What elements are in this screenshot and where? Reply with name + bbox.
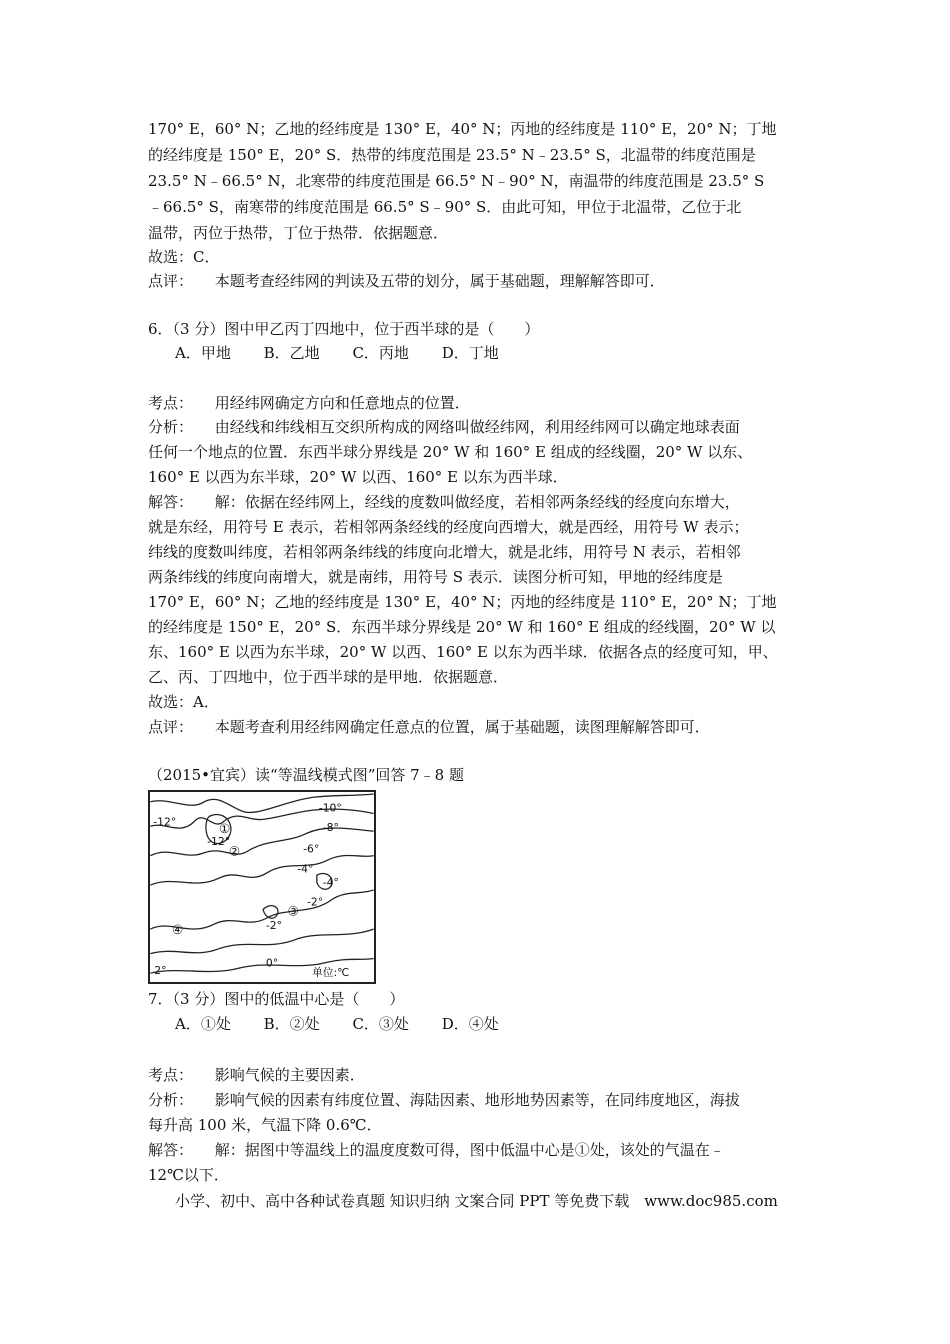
marker-2: ② [228, 844, 241, 860]
isotherm-map [148, 790, 376, 984]
map-label: -6° [303, 842, 320, 856]
option-a: A．甲地 [175, 344, 231, 362]
text-line: 的经纬度是 150° E，20° S．东西半球分界线是 20° W 和 160° E 组成的经线圈，20° W 以 [148, 618, 776, 636]
text-line: 170° E，60° N；乙地的经纬度是 130° E，40° N；丙地的经纬度是 110° E，20° N；丁地 [148, 593, 777, 611]
text-line: 乙、丙、丁四地中，位于西半球的是甲地．依据题意． [148, 668, 509, 686]
kaodian-label: 考点： [148, 1066, 194, 1084]
marker-4: ④ [171, 923, 184, 939]
review-label: 点评： [148, 718, 194, 736]
question-6: 6．（3 分）图中甲乙丙丁四地中，位于西半球的是（ ） [148, 320, 540, 338]
jieda-label: 解答： [148, 1141, 194, 1159]
map-label: -10° [318, 801, 342, 815]
question-7: 7．（3 分）图中的低温中心是（ ） [148, 990, 405, 1008]
marker-1: ① [218, 822, 231, 838]
text-line: ﹣66.5° S，南寒带的纬度范围是 66.5° S﹣90° S．由此可知，甲位于北温带，乙位于北 [148, 198, 742, 216]
text-line: 就是东经，用符号 E 表示，若相邻两条经线的经度向西增大，就是西经，用符号 W 表示； [148, 518, 749, 536]
jieda-text: 解：据图中等温线上的温度度数可得，图中低温中心是①处，该处的气温在﹣ [214, 1141, 725, 1159]
map-label: -12° [207, 834, 231, 848]
review-line [148, 270, 665, 292]
fenxi-label: 分析： [148, 418, 194, 436]
map-label: -8° [322, 821, 339, 835]
fenxi-line [148, 1089, 740, 1111]
review-text: 本题考查经纬网的判读及五带的划分，属于基础题，理解解答即可． [214, 272, 665, 290]
section-intro: （2015•宜宾）读“等温线模式图”回答 7﹣8 题 [148, 766, 464, 784]
option-d: D．丁地 [441, 344, 499, 362]
text-line: 170° E，60° N；乙地的经纬度是 130° E，40° N；丙地的经纬度是 110° E，20° N；丁地 [148, 120, 777, 138]
answer-line: 故选：A． [148, 693, 219, 711]
option-a: A．①处 [175, 1015, 231, 1033]
map-label: -12° [153, 815, 177, 829]
text-line: 每升高 100 米，气温下降 0.6℃． [148, 1116, 382, 1134]
jieda-line [148, 1139, 725, 1161]
text-line: 两条纬线的纬度向南增大，就是南纬，用符号 S 表示．读图分析可知，甲地的经纬度是 [148, 568, 723, 586]
fenxi-text: 影响气候的因素有纬度位置、海陆因素、地形地势因素等，在同纬度地区，海拔 [214, 1091, 740, 1109]
fenxi-line [148, 416, 740, 438]
option-d: D．④处 [441, 1015, 499, 1033]
text-line: 12℃以下． [148, 1166, 229, 1184]
option-b: B．乙地 [263, 344, 320, 362]
option-b: B．②处 [263, 1015, 320, 1033]
answer-line: 故选：C． [148, 248, 220, 266]
kaodian-text: 影响气候的主要因素． [214, 1066, 365, 1084]
review-line [148, 716, 710, 738]
text-line: 任何一个地点的位置．东西半球分界线是 20° W 和 160° E 组成的经线圈，20° W 以东、 [148, 443, 753, 461]
fenxi-label: 分析： [148, 1091, 194, 1109]
jieda-text: 解：依据在经纬网上，经线的度数叫做经度，若相邻两条经线的经度向东增大， [214, 493, 740, 511]
page-footer: 小学、初中、高中各种试卷真题 知识归纳 文案合同 PPT 等免费下载 www.doc985.com [175, 1192, 778, 1210]
text-line: 温带，丙位于热带，丁位于热带．依据题意． [148, 224, 449, 242]
map-label: -2° [265, 919, 283, 933]
jieda-line [148, 491, 740, 513]
map-unit-label: 单位:℃ [311, 966, 350, 980]
map-label: -4° [322, 876, 339, 890]
kaodian-line [148, 1064, 365, 1086]
isotherm-map-figure [150, 792, 374, 982]
fenxi-text: 由经线和纬线相互交织所构成的网络叫做经纬网，利用经纬网可以确定地球表面 [214, 418, 740, 436]
map-label: 0° [265, 956, 279, 970]
text-line: 160° E 以西为东半球，20° W 以西、160° E 以东为西半球． [148, 468, 568, 486]
option-c: C．丙地 [352, 344, 409, 362]
text-line: 东、160° E 以西为东半球，20° W 以西、160° E 以东为西半球．依据各点的经度可知，甲、 [148, 643, 778, 661]
review-label: 点评： [148, 272, 194, 290]
text-line: 纬线的度数叫纬度，若相邻两条纬线的纬度向北增大，就是北纬，用符号 N 表示，若相邻 [148, 543, 741, 561]
kaodian-text: 用经纬网确定方向和任意地点的位置． [214, 394, 470, 412]
jieda-label: 解答： [148, 493, 194, 511]
question-7-options [175, 1013, 527, 1035]
map-label: 2° [154, 964, 167, 978]
text-line: 23.5° N﹣66.5° N，北寒带的纬度范围是 66.5° N﹣90° N，南温带的纬度范围是 23.5° S [148, 172, 765, 190]
review-text: 本题考查利用经纬网确定任意点的位置，属于基础题，读图理解解答即可． [214, 718, 710, 736]
question-6-options [175, 342, 527, 364]
kaodian-line [148, 392, 470, 414]
marker-3: ③ [287, 904, 299, 920]
option-c: C．③处 [352, 1015, 409, 1033]
map-label: -2° [307, 895, 324, 909]
kaodian-label: 考点： [148, 394, 194, 412]
text-line: 的经纬度是 150° E，20° S．热带的纬度范围是 23.5° N﹣23.5° S，北温带的纬度范围是 [148, 146, 756, 164]
map-label: -4° [297, 862, 314, 876]
